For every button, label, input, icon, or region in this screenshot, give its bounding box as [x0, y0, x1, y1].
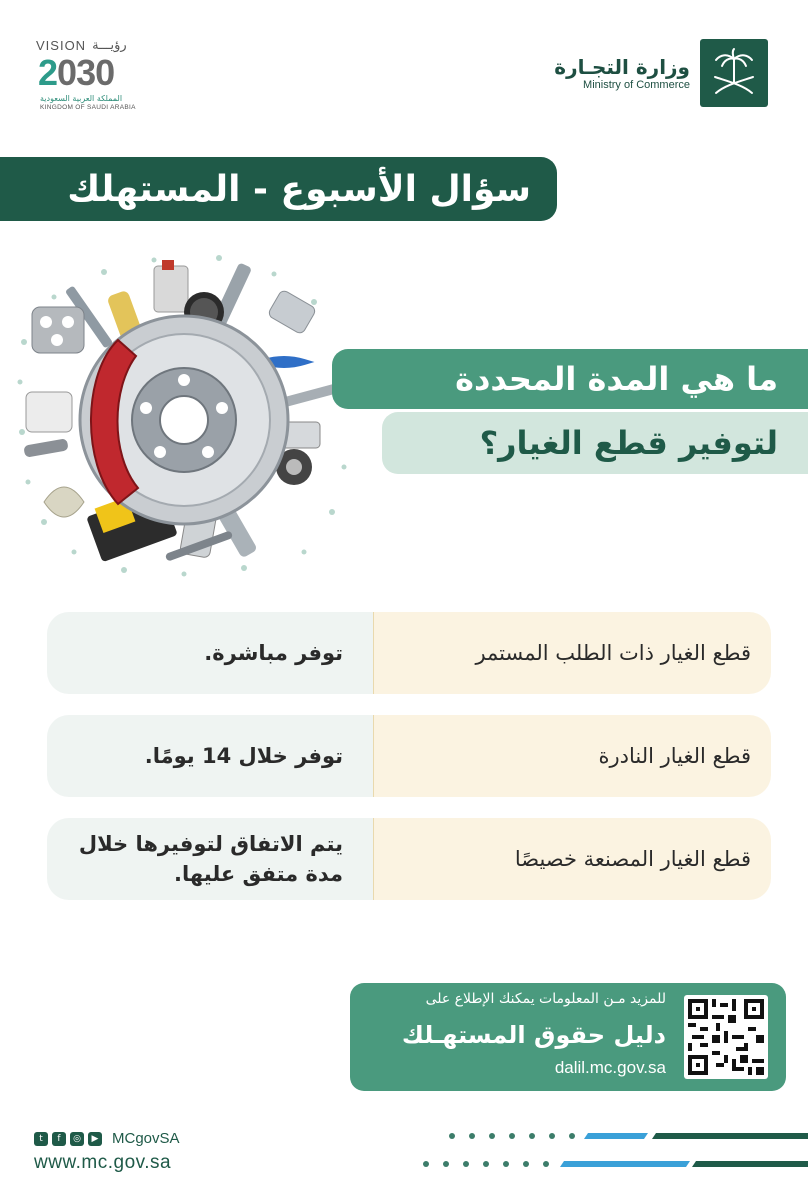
car-parts-illustration — [14, 252, 354, 582]
title-banner — [0, 157, 557, 221]
vision-word: VISION — [36, 38, 87, 53]
part-type: قطع الغيار ذات الطلب المستمر — [475, 641, 751, 665]
availability-cell — [47, 715, 373, 797]
part-type-cell — [373, 818, 771, 900]
page-title: سؤال الأسبوع - المستهلك — [67, 168, 531, 210]
table-row — [47, 612, 771, 694]
vision-year-2: 2 — [38, 52, 58, 93]
vision-year-0: 0 — [57, 52, 77, 93]
website-link[interactable]: www.mc.gov.sa — [34, 1152, 172, 1173]
facebook-icon[interactable]: f — [52, 1132, 66, 1146]
vision-2030-logo — [36, 38, 146, 112]
qr-code-icon[interactable] — [684, 995, 768, 1079]
youtube-icon[interactable]: ▶ — [88, 1132, 102, 1146]
availability: يتم الاتفاق لتوفيرها خلال مدة متفق عليها. — [78, 831, 343, 886]
ministry-logo — [554, 38, 768, 108]
footer-decoration — [420, 1128, 808, 1178]
part-type-cell — [373, 612, 771, 694]
table-row — [47, 818, 771, 900]
ministry-name-en: Ministry of Commerce — [583, 79, 690, 91]
vision-year-30: 30 — [76, 52, 115, 93]
availability: توفر خلال 14 يومًا. — [144, 743, 343, 768]
consumer-guide-box — [350, 983, 786, 1091]
social-handle[interactable]: MCgovSA — [112, 1130, 180, 1147]
vision-word-ar: رؤيـــة — [92, 38, 127, 53]
kingdom-name-en: KINGDOM OF SAUDI ARABIA — [40, 104, 136, 111]
palm-swords-icon — [700, 39, 768, 107]
ministry-name-ar: وزارة التجـارة — [554, 55, 690, 79]
instagram-icon[interactable]: ◎ — [70, 1132, 84, 1146]
guide-link[interactable]: dalil.mc.gov.sa — [554, 1058, 666, 1077]
social-links — [34, 1130, 180, 1147]
part-type: قطع الغيار المصنعة خصيصًا — [514, 847, 751, 871]
availability-cell — [47, 818, 373, 900]
twitter-icon[interactable]: t — [34, 1132, 48, 1146]
availability-cell — [47, 612, 373, 694]
question-text-1: ما هي المدة المحددة — [455, 360, 778, 398]
part-type: قطع الغيار النادرة — [598, 744, 751, 768]
vision-year — [38, 52, 114, 94]
guide-title: دليل حقوق المستهـلك — [401, 1021, 666, 1049]
question-text-2: لتوفير قطع الغيار؟ — [479, 424, 778, 462]
kingdom-name-ar: المملكة العربية السعودية — [40, 94, 123, 103]
question-line-2 — [382, 412, 808, 474]
question-line-1 — [332, 349, 808, 409]
table-row — [47, 715, 771, 797]
part-type-cell — [373, 715, 771, 797]
availability: توفر مباشرة. — [204, 640, 343, 665]
guide-intro: للمزيد مـن المعلومات يمكنك الإطلاع على — [425, 991, 666, 1007]
